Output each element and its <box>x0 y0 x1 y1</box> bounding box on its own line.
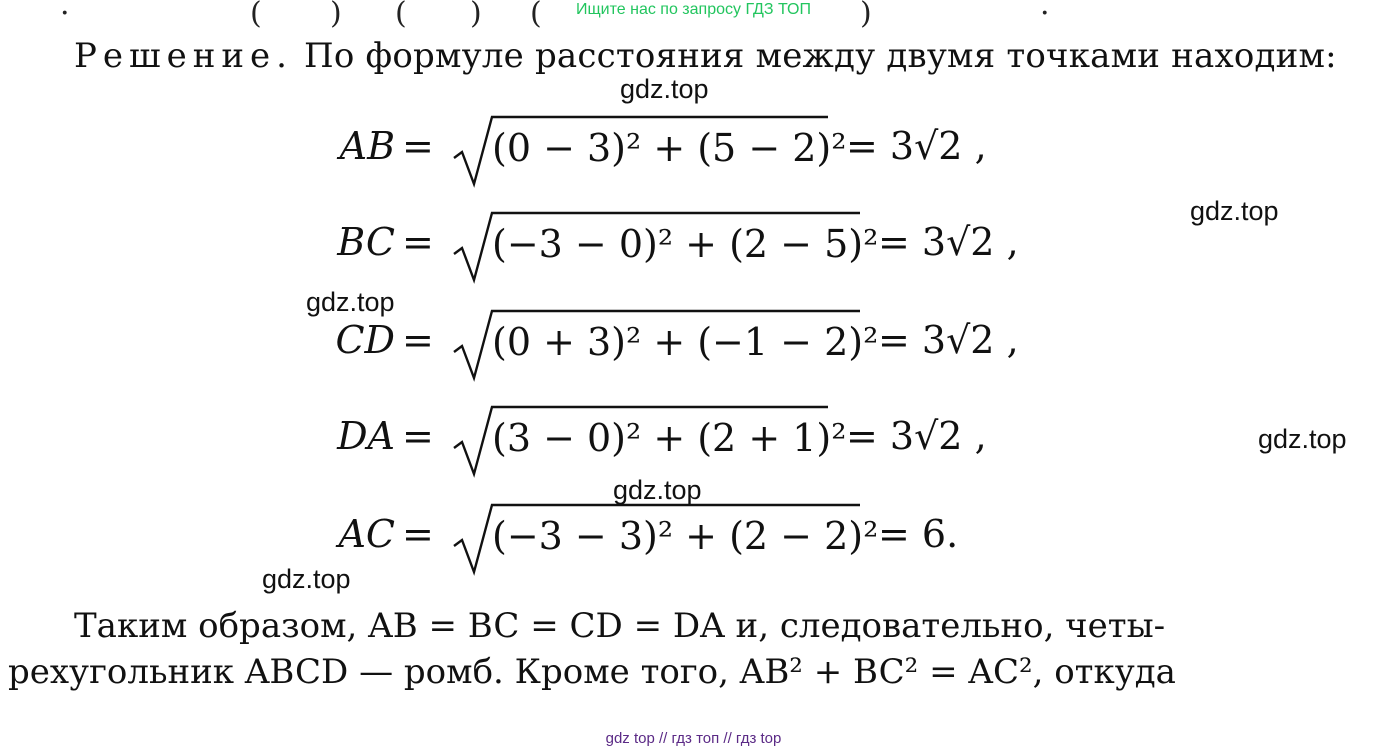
equals-sign: = <box>402 318 434 362</box>
equation-bc <box>0 208 1387 288</box>
radicand: (−3 − 0)² + (2 − 5)² <box>492 222 879 266</box>
equation-lhs: AC <box>338 512 395 556</box>
watermark-2: gdz.top <box>1190 196 1279 226</box>
radicand: (−3 − 3)² + (2 − 2)² <box>492 514 879 558</box>
radicand: (0 − 3)² + (5 − 2)² <box>492 126 847 170</box>
equation-lhs: BC <box>337 220 395 264</box>
solution-text: По формуле расстояния между двумя точками находим: <box>304 36 1337 76</box>
equation-lhs: CD <box>335 318 395 362</box>
footer-watermark: gdz top // гдз топ // гдз top <box>605 730 782 747</box>
solution-heading: Решение. <box>74 36 293 76</box>
conclusion-line-1: Таким образом, AB = BC = CD = DA и, следовательно, четы- <box>74 606 1166 646</box>
conclusion-line-2: рехугольник ABCD — ромб. Кроме того, AB² + BC² = AC², откуда <box>8 652 1176 692</box>
equals-sign: = <box>402 220 434 264</box>
radical <box>452 210 879 284</box>
watermark-6: gdz.top <box>262 564 351 594</box>
equation-ac <box>0 500 1387 580</box>
radical <box>452 404 847 478</box>
watermark-1: gdz.top <box>620 74 709 104</box>
equation-cd <box>0 306 1387 386</box>
equation-result: = 3√2 , <box>878 318 1019 362</box>
radicand: (0 + 3)² + (−1 − 2)² <box>492 320 879 364</box>
equation-lhs: DA <box>337 414 395 458</box>
equals-sign: = <box>402 124 434 168</box>
equation-result: = 3√2 , <box>878 220 1019 264</box>
watermark-3: gdz.top <box>306 287 395 317</box>
equals-sign: = <box>402 512 434 556</box>
equation-da <box>0 402 1387 482</box>
search-banner: Ищите нас по запросу ГДЗ ТОП <box>576 1 811 18</box>
equation-lhs: AB <box>339 124 395 168</box>
radical <box>452 114 847 188</box>
equation-result: = 3√2 , <box>846 124 987 168</box>
equation-ab <box>0 112 1387 192</box>
equals-sign: = <box>402 414 434 458</box>
radical <box>452 308 879 382</box>
equation-result: = 6. <box>878 512 959 556</box>
watermark-4: gdz.top <box>1258 424 1347 454</box>
equation-result: = 3√2 , <box>846 414 987 458</box>
cropped-previous-line: · ( ) ( ) ( ) · <box>60 0 1050 31</box>
solution-intro <box>74 36 1337 76</box>
watermark-5: gdz.top <box>613 475 702 505</box>
radicand: (3 − 0)² + (2 + 1)² <box>492 416 847 460</box>
radical <box>452 502 879 576</box>
